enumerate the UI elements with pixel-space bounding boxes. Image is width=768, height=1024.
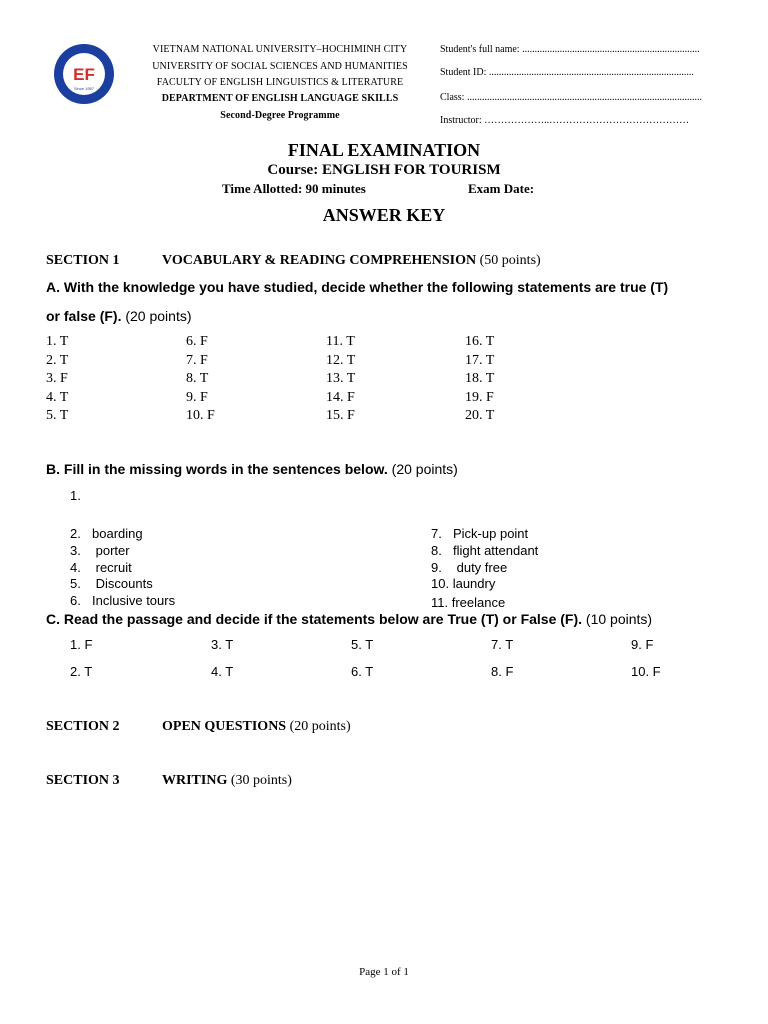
answer-item: 14. F (326, 389, 355, 405)
part-c-answer: 7. T (491, 637, 514, 652)
part-b-points: (20 points) (391, 461, 458, 477)
answer-item: 18. T (465, 371, 495, 386)
uni-line-5: Second-Degree Programme (220, 110, 340, 121)
fill-item: 3. porter (70, 542, 130, 558)
part-c-answer: 5. T (351, 637, 374, 652)
fill-item: 10. laundry (431, 576, 496, 592)
part-b-right-list (431, 526, 538, 612)
part-c-answer: 10. F (631, 664, 661, 679)
answer-item: 2. T (46, 352, 69, 368)
part-c-question: C. Read the passage and decide if the statements below are True (T) or False (F). (10 points) (46, 611, 653, 627)
part-a-points: (20 points) (125, 308, 192, 324)
part-c-answer: 9. F (631, 637, 654, 652)
part-c-answer: 8. F (491, 664, 514, 679)
section-2-label: SECTION 2 (46, 719, 120, 734)
answer-item: 12. T (326, 352, 356, 368)
section-1-points: (50 points) (479, 253, 541, 268)
answer-item: 9. F (186, 389, 208, 405)
exam-title: FINAL EXAMINATION (287, 140, 481, 160)
answer-item: 11. T (326, 334, 355, 349)
answer-item: 19. F (465, 389, 494, 405)
fill-item: 8. flight attendant (431, 542, 539, 558)
answer-item: 4. T (46, 389, 69, 405)
uni-line-1: VIETNAM NATIONAL UNIVERSITY–HOCHIMINH CITY (152, 44, 408, 55)
section-2-name: OPEN QUESTIONS (162, 719, 287, 734)
course-title: Course: ENGLISH FOR TOURISM (267, 162, 501, 178)
logo-text: EF (73, 65, 95, 84)
instructor-field: Instructor: ………………..…………………………………… (440, 115, 690, 126)
answer-item: 6. F (186, 334, 208, 349)
section-3-points: (30 points) (230, 773, 292, 788)
exam-date: Exam Date: (468, 181, 535, 196)
part-b-question: B. Fill in the missing words in the sentences below. (20 points) (46, 461, 458, 477)
answer-item: 8. T (186, 371, 209, 386)
section-2-points: (20 points) (289, 719, 351, 734)
fill-item: 11. freelance (431, 595, 506, 611)
fill-item: 6. Inclusive tours (70, 593, 176, 609)
section-3-label: SECTION 3 (46, 773, 120, 788)
part-a-column-4 (465, 334, 494, 427)
faculty-logo (52, 42, 116, 106)
part-c-answer: 4. T (211, 664, 234, 679)
answer-item: 1. T (46, 334, 69, 349)
uni-line-2: UNIVERSITY OF SOCIAL SCIENCES AND HUMANITIES (152, 61, 408, 72)
part-b-left-list (70, 526, 175, 610)
class-field: Class: .............................................................................................. (440, 92, 702, 103)
section-2-heading (46, 719, 351, 735)
section-1-label: SECTION 1 (46, 253, 120, 268)
uni-line-3: FACULTY OF ENGLISH LINGUISTICS & LITERATURE (156, 77, 404, 88)
answer-item: 16. T (465, 334, 495, 349)
part-a-column-2 (186, 334, 215, 427)
part-c-answer: 2. T (70, 664, 93, 679)
fill-item: 9. duty free (431, 559, 508, 575)
answer-item: 20. T (465, 408, 495, 423)
section-3-name: WRITING (162, 773, 228, 788)
answer-item: 7. F (186, 352, 208, 368)
time-allotted: Time Allotted: 90 minutes (222, 181, 366, 196)
student-name-field: Student's full name: ....................................................................... (440, 44, 700, 55)
section-1-name: VOCABULARY & READING COMPREHENSION (162, 253, 477, 268)
answer-item: 17. T (465, 352, 495, 368)
fill-item: 7. Pick-up point (431, 526, 529, 541)
answer-item: 10. F (186, 408, 215, 423)
part-c-answer: 3. T (211, 637, 234, 652)
section-3-heading (46, 773, 292, 789)
fill-item: 5. Discounts (70, 576, 153, 592)
uni-line-4: DEPARTMENT OF ENGLISH LANGUAGE SKILLS (161, 93, 399, 104)
part-a-question-line-1: A. With the knowledge you have studied, decide whether the following statements are true (T) (46, 279, 669, 295)
answer-item: 15. F (326, 408, 355, 423)
answer-item: 3. F (46, 371, 68, 386)
part-a-question-line-2: or false (F). (20 points) (46, 308, 192, 324)
page-number: Page 1 of 1 (359, 966, 409, 978)
part-c-answer: 6. T (351, 664, 374, 679)
fill-item: 2. boarding (70, 526, 143, 541)
answer-item: 5. T (46, 408, 69, 423)
fill-item: 4. recruit (70, 559, 132, 575)
part-c-points: (10 points) (585, 611, 653, 627)
part-a-column-3 (326, 334, 355, 427)
logo-since: Since 1957 (73, 86, 95, 91)
answer-key-title: ANSWER KEY (322, 205, 446, 225)
part-a-column-1 (46, 334, 68, 427)
part-c-answer: 1. F (70, 637, 93, 652)
student-id-field: Student ID: .................................................................................. (440, 67, 694, 78)
answer-item: 13. T (326, 371, 356, 386)
part-b-item-1: 1. (70, 488, 81, 503)
section-1-heading (46, 253, 541, 269)
